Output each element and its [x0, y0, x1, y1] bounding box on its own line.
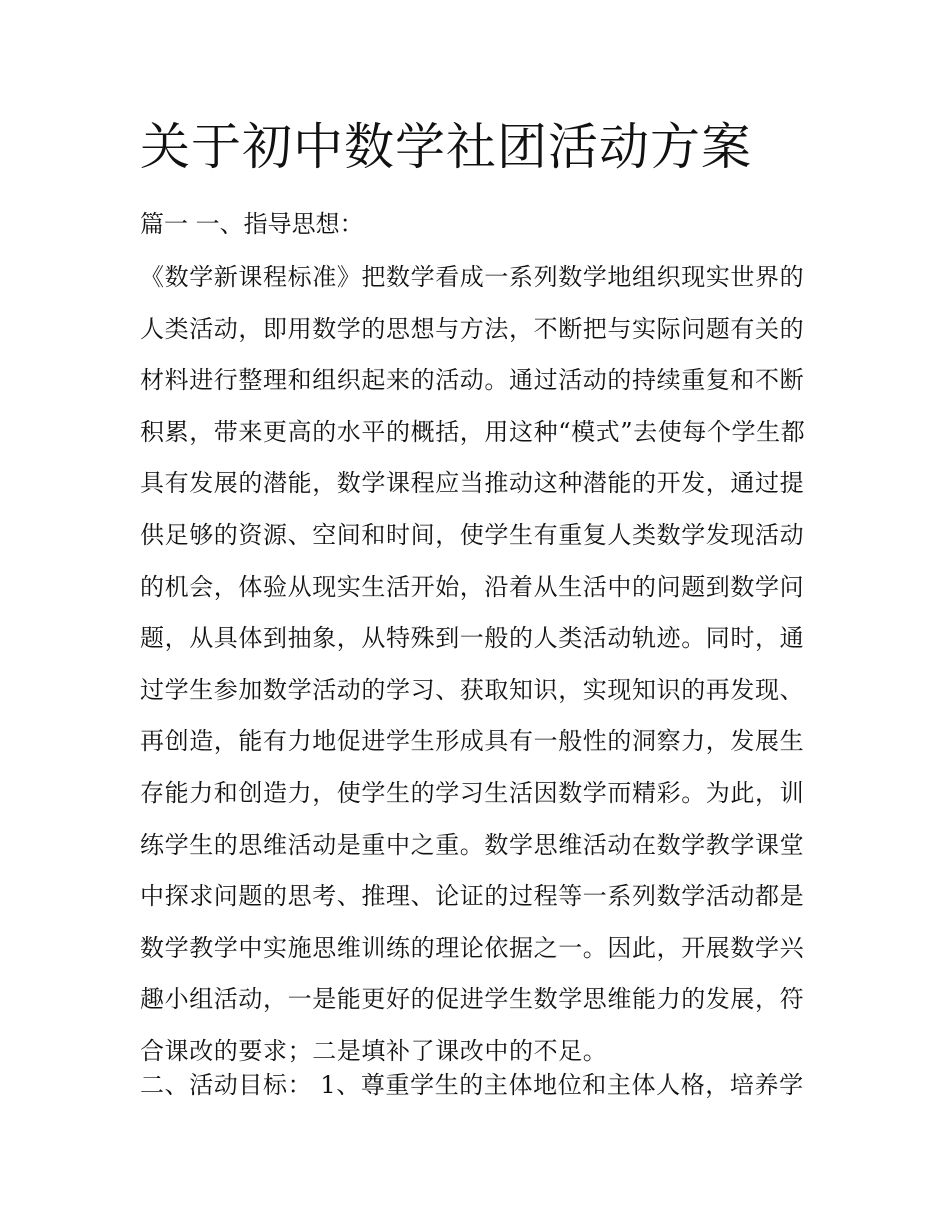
- paragraph-line: 积累，带来更高的水平的概括，用这种“模式”去使每个学生都: [140, 417, 806, 446]
- paragraph-line: 题，从具体到抽象，从特殊到一般的人类活动轨迹。同时，通: [140, 624, 805, 653]
- paragraph-line: 《数学新课程标准》把数学看成一系列数学地组织现实世界的: [140, 263, 805, 291]
- section-heading-activity-goals: 二、活动目标： 1、尊重学生的主体地位和主体人格，培养学: [140, 1071, 804, 1099]
- paragraph-line: 合课改的要求；二是填补了课改中的不足。: [140, 1036, 608, 1065]
- paragraph-line: 数学教学中实施思维训练的理论依据之一。因此，开展数学兴: [140, 933, 805, 962]
- section-heading-guiding-ideology: 篇一 一、指导思想：: [140, 210, 364, 238]
- paragraph-line: 的机会，体验从现实生活开始，沿着从生活中的问题到数学问: [140, 572, 805, 601]
- paragraph-line: 具有发展的潜能，数学课程应当推动这种潜能的开发，通过提: [140, 469, 805, 498]
- paragraph-line: 中探求问题的思考、推理、论证的过程等一系列数学活动都是: [140, 882, 805, 911]
- paragraph-line: 供足够的资源、空间和时间，使学生有重复人类数学发现活动: [140, 520, 805, 549]
- paragraph-line: 过学生参加数学活动的学习、获取知识，实现知识的再发现、: [140, 675, 805, 704]
- paragraph-line: 材料进行整理和组织起来的活动。通过活动的持续重复和不断: [140, 366, 805, 395]
- paragraph-line: 再创造，能有力地促进学生形成具有一般性的洞察力，发展生: [140, 727, 805, 756]
- document-title: 关于初中数学社团活动方案: [140, 118, 752, 176]
- paragraph-line: 练学生的思维活动是重中之重。数学思维活动在数学教学课堂: [140, 830, 805, 859]
- paragraph-line: 人类活动，即用数学的思想与方法，不断把与实际问题有关的: [140, 314, 805, 343]
- body-paragraph: [140, 252, 830, 1078]
- paragraph-line: 趣小组活动，一是能更好的促进学生数学思维能力的发展，符: [140, 985, 805, 1014]
- paragraph-line: 存能力和创造力，使学生的学习生活因数学而精彩。为此，训: [140, 778, 805, 807]
